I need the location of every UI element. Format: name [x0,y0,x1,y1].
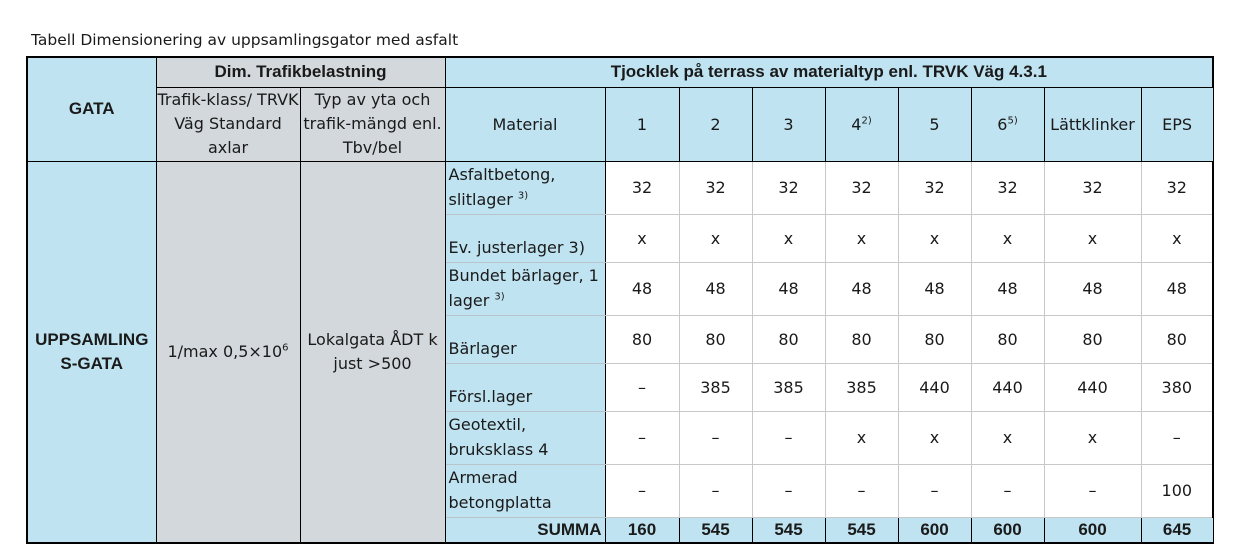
column-header-label: 3 [783,114,794,134]
value-cell: x [971,411,1044,464]
value-cell: x [825,411,898,464]
column-header-label: 2 [710,114,721,134]
dim-trafikbelastning-header: Dim. Trafikbelastning [156,57,445,87]
value-cell: 385 [825,363,898,411]
column-header-label: 6 [997,114,1008,134]
gata-header: GATA [27,57,156,161]
column-header-label: 1 [636,114,648,134]
summa-value: 545 [679,517,752,543]
value-cell: x [898,411,971,464]
value-cell: x [825,214,898,262]
summa-value: 545 [752,517,825,543]
material-label-text: Asfaltbetong, slitlager [448,164,556,209]
summa-value: 600 [971,517,1044,543]
value-cell: – [971,464,1044,517]
value-cell: 440 [898,363,971,411]
table-caption: Tabell Dimensionering av uppsamlingsgator med asfalt [31,31,459,49]
value-cell: – [825,464,898,517]
value-cell: 48 [971,262,1044,315]
material-label-text: Ev. justerlager 3) [448,237,585,257]
value-cell: 80 [1044,315,1141,363]
summa-value: 645 [1141,517,1213,543]
value-cell: 440 [971,363,1044,411]
value-cell: – [752,411,825,464]
value-cell: x [752,214,825,262]
value-cell: x [1141,214,1213,262]
table-row [27,161,1213,214]
value-cell: 440 [1044,363,1141,411]
column-header-label: 5 [929,114,940,134]
summa-value: 600 [898,517,971,543]
column-header [825,87,898,161]
value-cell: 48 [605,262,679,315]
material-label [445,411,605,464]
material-label-text: Bärlager [448,338,517,358]
column-header-footnote: 2) [861,115,872,127]
material-label [445,315,605,363]
value-cell: 32 [1044,161,1141,214]
typ-av-yta-value: Lokalgata ÅDT k just >500 [300,161,445,543]
value-cell: 32 [971,161,1044,214]
material-label [445,262,605,315]
value-cell: 32 [605,161,679,214]
summa-value: 600 [1044,517,1141,543]
value-cell: 80 [825,315,898,363]
value-cell: 80 [679,315,752,363]
material-label-text: Geotextil, bruksklass 4 [448,414,549,459]
value-cell: x [605,214,679,262]
value-cell: 80 [752,315,825,363]
value-cell: x [1044,411,1141,464]
value-cell: – [1141,411,1213,464]
summa-value: 545 [825,517,898,543]
value-cell: – [605,464,679,517]
dimensioning-table [26,56,1214,544]
value-cell: x [898,214,971,262]
value-cell: 48 [1141,262,1213,315]
column-header-label: 4 [851,114,862,134]
trafikklass-exponent: 6 [282,342,289,354]
value-cell: 385 [679,363,752,411]
material-footnote: 3) [517,190,529,202]
column-header [752,87,825,161]
material-label [445,161,605,214]
tjocklek-header: Tjocklek på terrass av materialtyp enl. TRVK Väg 4.3.1 [445,57,1213,87]
value-cell: 48 [679,262,752,315]
trafikklass-value-text: 1/max 0,5×10 [167,342,283,362]
material-footnote: 3) [494,291,505,303]
column-header-label: EPS [1162,114,1193,134]
material-label-text: Försl.lager [448,386,533,406]
material-label [445,464,605,517]
column-header [679,87,752,161]
value-cell: 32 [752,161,825,214]
trafikklass-header: Trafik-klass/ TRVK Väg Standard axlar [156,87,300,161]
value-cell: x [1044,214,1141,262]
value-cell: 32 [679,161,752,214]
column-header [605,87,679,161]
material-label [445,214,605,262]
material-header: Material [445,87,605,161]
value-cell: x [679,214,752,262]
value-cell: – [605,363,679,411]
value-cell: 100 [1141,464,1213,517]
gata-value: UPPSAMLING S-GATA [27,161,156,543]
summa-value: 160 [605,517,679,543]
material-label-text: Armerad betongplatta [448,467,552,512]
material-label-text: Bundet bärlager, 1 lager [448,265,599,310]
value-cell: 380 [1141,363,1213,411]
value-cell: x [971,214,1044,262]
column-header [971,87,1044,161]
trafikklass-value [156,161,300,543]
column-header [898,87,971,161]
summa-label: SUMMA [445,517,605,543]
value-cell: 48 [1044,262,1141,315]
value-cell: 48 [752,262,825,315]
column-header-footnote: 5) [1007,115,1018,127]
header-row-1 [27,57,1213,87]
value-cell: – [679,411,752,464]
value-cell: – [1044,464,1141,517]
value-cell: 32 [1141,161,1213,214]
column-header-label: Lättklinker [1050,114,1135,134]
value-cell: – [679,464,752,517]
value-cell: 80 [1141,315,1213,363]
value-cell: 80 [971,315,1044,363]
value-cell: 48 [825,262,898,315]
typ-av-yta-header: Typ av yta och trafik-mängd enl. Tbv/bel [300,87,445,161]
value-cell: 80 [898,315,971,363]
value-cell: 32 [825,161,898,214]
value-cell: – [898,464,971,517]
column-header [1044,87,1141,161]
column-header [1141,87,1213,161]
header-row-2 [27,87,1213,161]
value-cell: 48 [898,262,971,315]
material-label [445,363,605,411]
value-cell: – [752,464,825,517]
value-cell: 32 [898,161,971,214]
value-cell: – [605,411,679,464]
value-cell: 80 [605,315,679,363]
value-cell: 385 [752,363,825,411]
